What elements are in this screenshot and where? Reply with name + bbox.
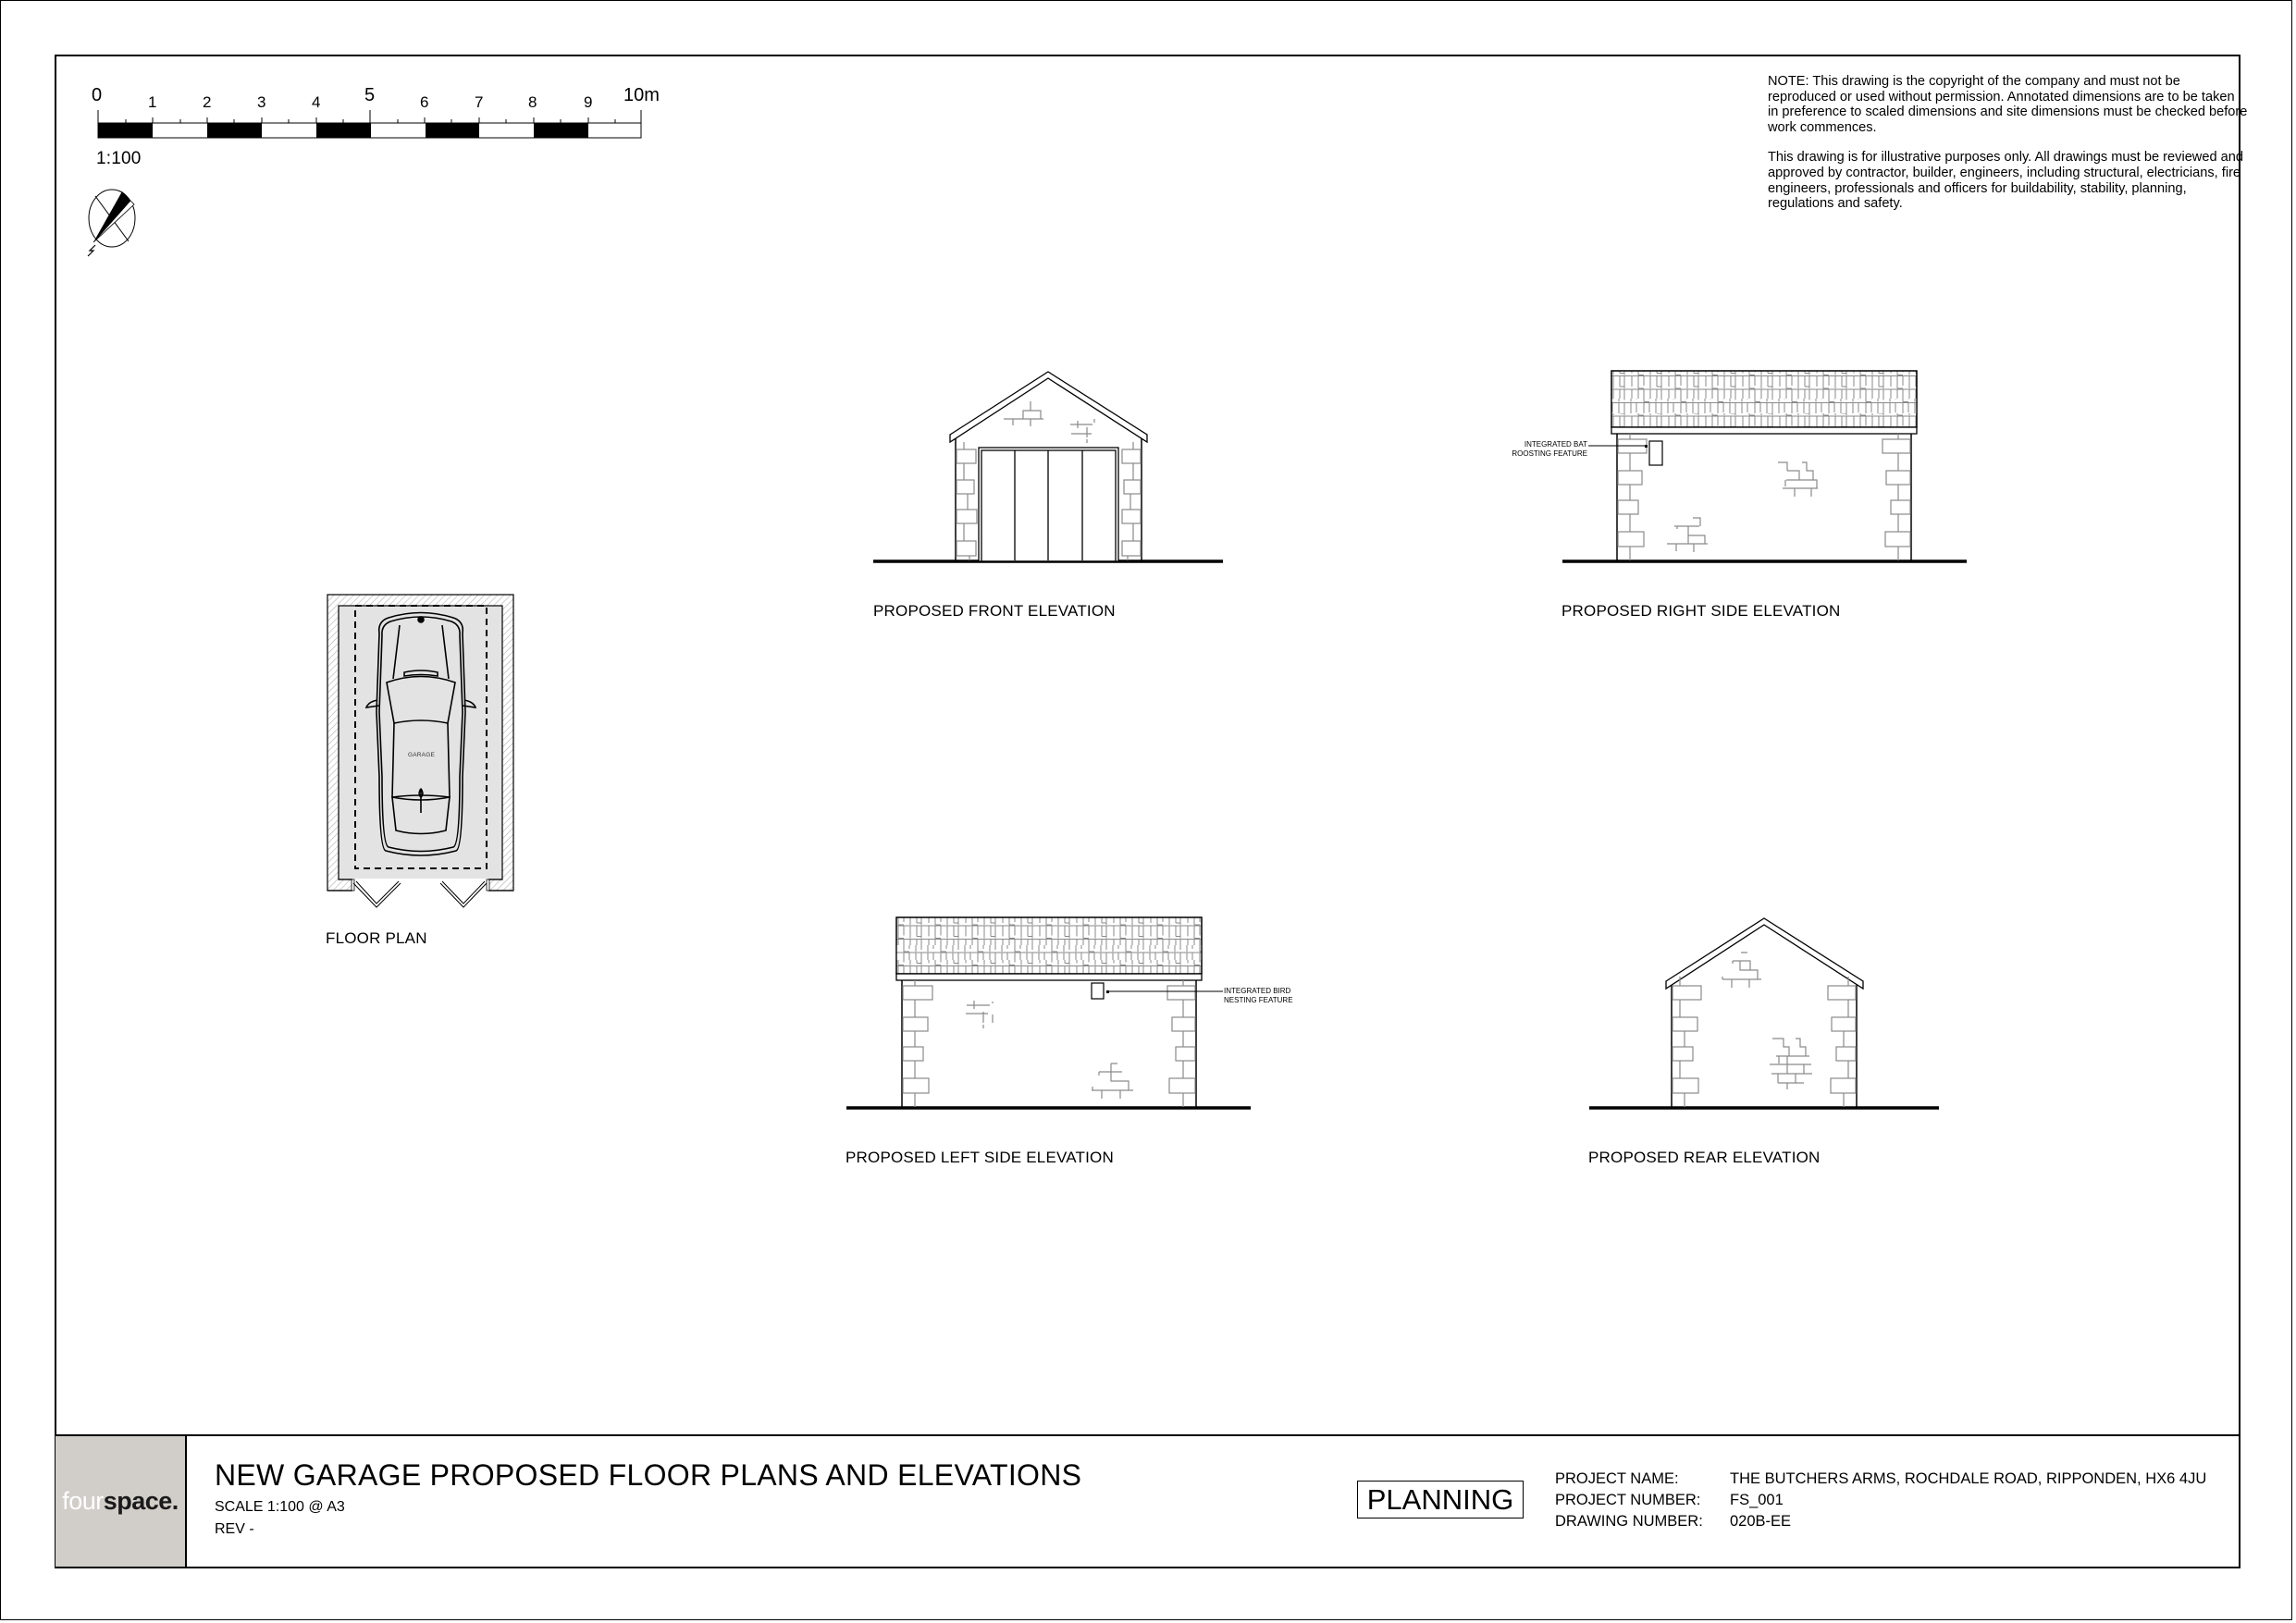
left-elevation-title: PROPOSED LEFT SIDE ELEVATION (846, 1149, 1114, 1166)
project-name-label: PROJECT NAME: (1555, 1470, 1679, 1487)
drawing-title: NEW GARAGE PROPOSED FLOOR PLANS AND ELEVATIONS (215, 1458, 1082, 1492)
project-number-label: PROJECT NUMBER: (1555, 1492, 1701, 1508)
note-paragraph-2: This drawing is for illustrative purposes only. All drawings must be reviewed and approved by contractor, builder, engineers, including structural, electricians, fire engineers, professionals and officers for buildability, stability, planning, regulations and safety. (1768, 150, 2243, 212)
scale-tick-5: 5 (364, 85, 376, 105)
rear-elevation-drawing (1589, 918, 1939, 1108)
project-number-value: FS_001 (1730, 1492, 1784, 1508)
scale-tick-8: 8 (528, 93, 537, 111)
scale-bar (98, 110, 641, 138)
bird-callout-line-2: NESTING FEATURE (1224, 995, 1293, 1004)
scale-tick-10: 10m (623, 85, 660, 105)
front-elevation-drawing (873, 372, 1223, 561)
scale-tick-2: 2 (203, 93, 212, 111)
rear-elevation-title: PROPOSED REAR ELEVATION (1588, 1149, 1821, 1166)
garage-room-label: GARAGE (408, 752, 436, 758)
scale-tick-4: 4 (312, 93, 321, 111)
right-elevation-title: PROPOSED RIGHT SIDE ELEVATION (1562, 602, 1841, 620)
north-arrow-icon (88, 190, 135, 256)
right-side-elevation-drawing (1562, 371, 1967, 561)
bat-callout-line-1: INTEGRATED BAT (1524, 440, 1587, 449)
floor-plan-title: FLOOR PLAN (326, 929, 427, 947)
bat-roost-callout (1511, 440, 1587, 458)
scale-tick-1: 1 (148, 93, 157, 111)
copyright-notes (1768, 74, 2249, 227)
scale-ratio: 1:100 (96, 149, 142, 168)
bird-callout-line-1: INTEGRATED BIRD (1224, 987, 1291, 995)
note-paragraph-1: NOTE: This drawing is the copyright of the company and must not be reproduced or used without permission. Annotated dimensions are to be taken in preference to scaled dimensions and site dimensions must be checked before work commences. (1768, 74, 2248, 135)
scale-tick-6: 6 (420, 93, 429, 111)
drawing-scale: SCALE 1:100 @ A3 (215, 1499, 345, 1515)
drawing-revision: REV - (215, 1521, 254, 1537)
project-name-value: THE BUTCHERS ARMS, ROCHDALE ROAD, RIPPONDEN, HX6 4JU (1730, 1470, 2207, 1487)
logo-text-space: space. (103, 1487, 179, 1515)
status-badge-planning: PLANNING (1357, 1481, 1524, 1518)
bat-callout-line-2: ROOSTING FEATURE (1512, 449, 1587, 458)
scale-tick-0: 0 (92, 85, 103, 105)
scale-tick-9: 9 (584, 93, 593, 111)
title-block-divider (55, 1434, 2240, 1436)
logo-text-four: four (62, 1487, 104, 1515)
front-elevation-title: PROPOSED FRONT ELEVATION (873, 602, 1116, 620)
drawing-number-label: DRAWING NUMBER: (1555, 1513, 1703, 1530)
fourspace-logo (56, 1436, 187, 1567)
scale-tick-3: 3 (257, 93, 266, 111)
bird-nest-callout (1224, 987, 1293, 1004)
left-side-elevation-drawing (846, 917, 1251, 1108)
drawing-number-value: 020B-EE (1730, 1513, 1792, 1530)
floor-plan-drawing (327, 595, 513, 907)
scale-tick-7: 7 (475, 93, 484, 111)
